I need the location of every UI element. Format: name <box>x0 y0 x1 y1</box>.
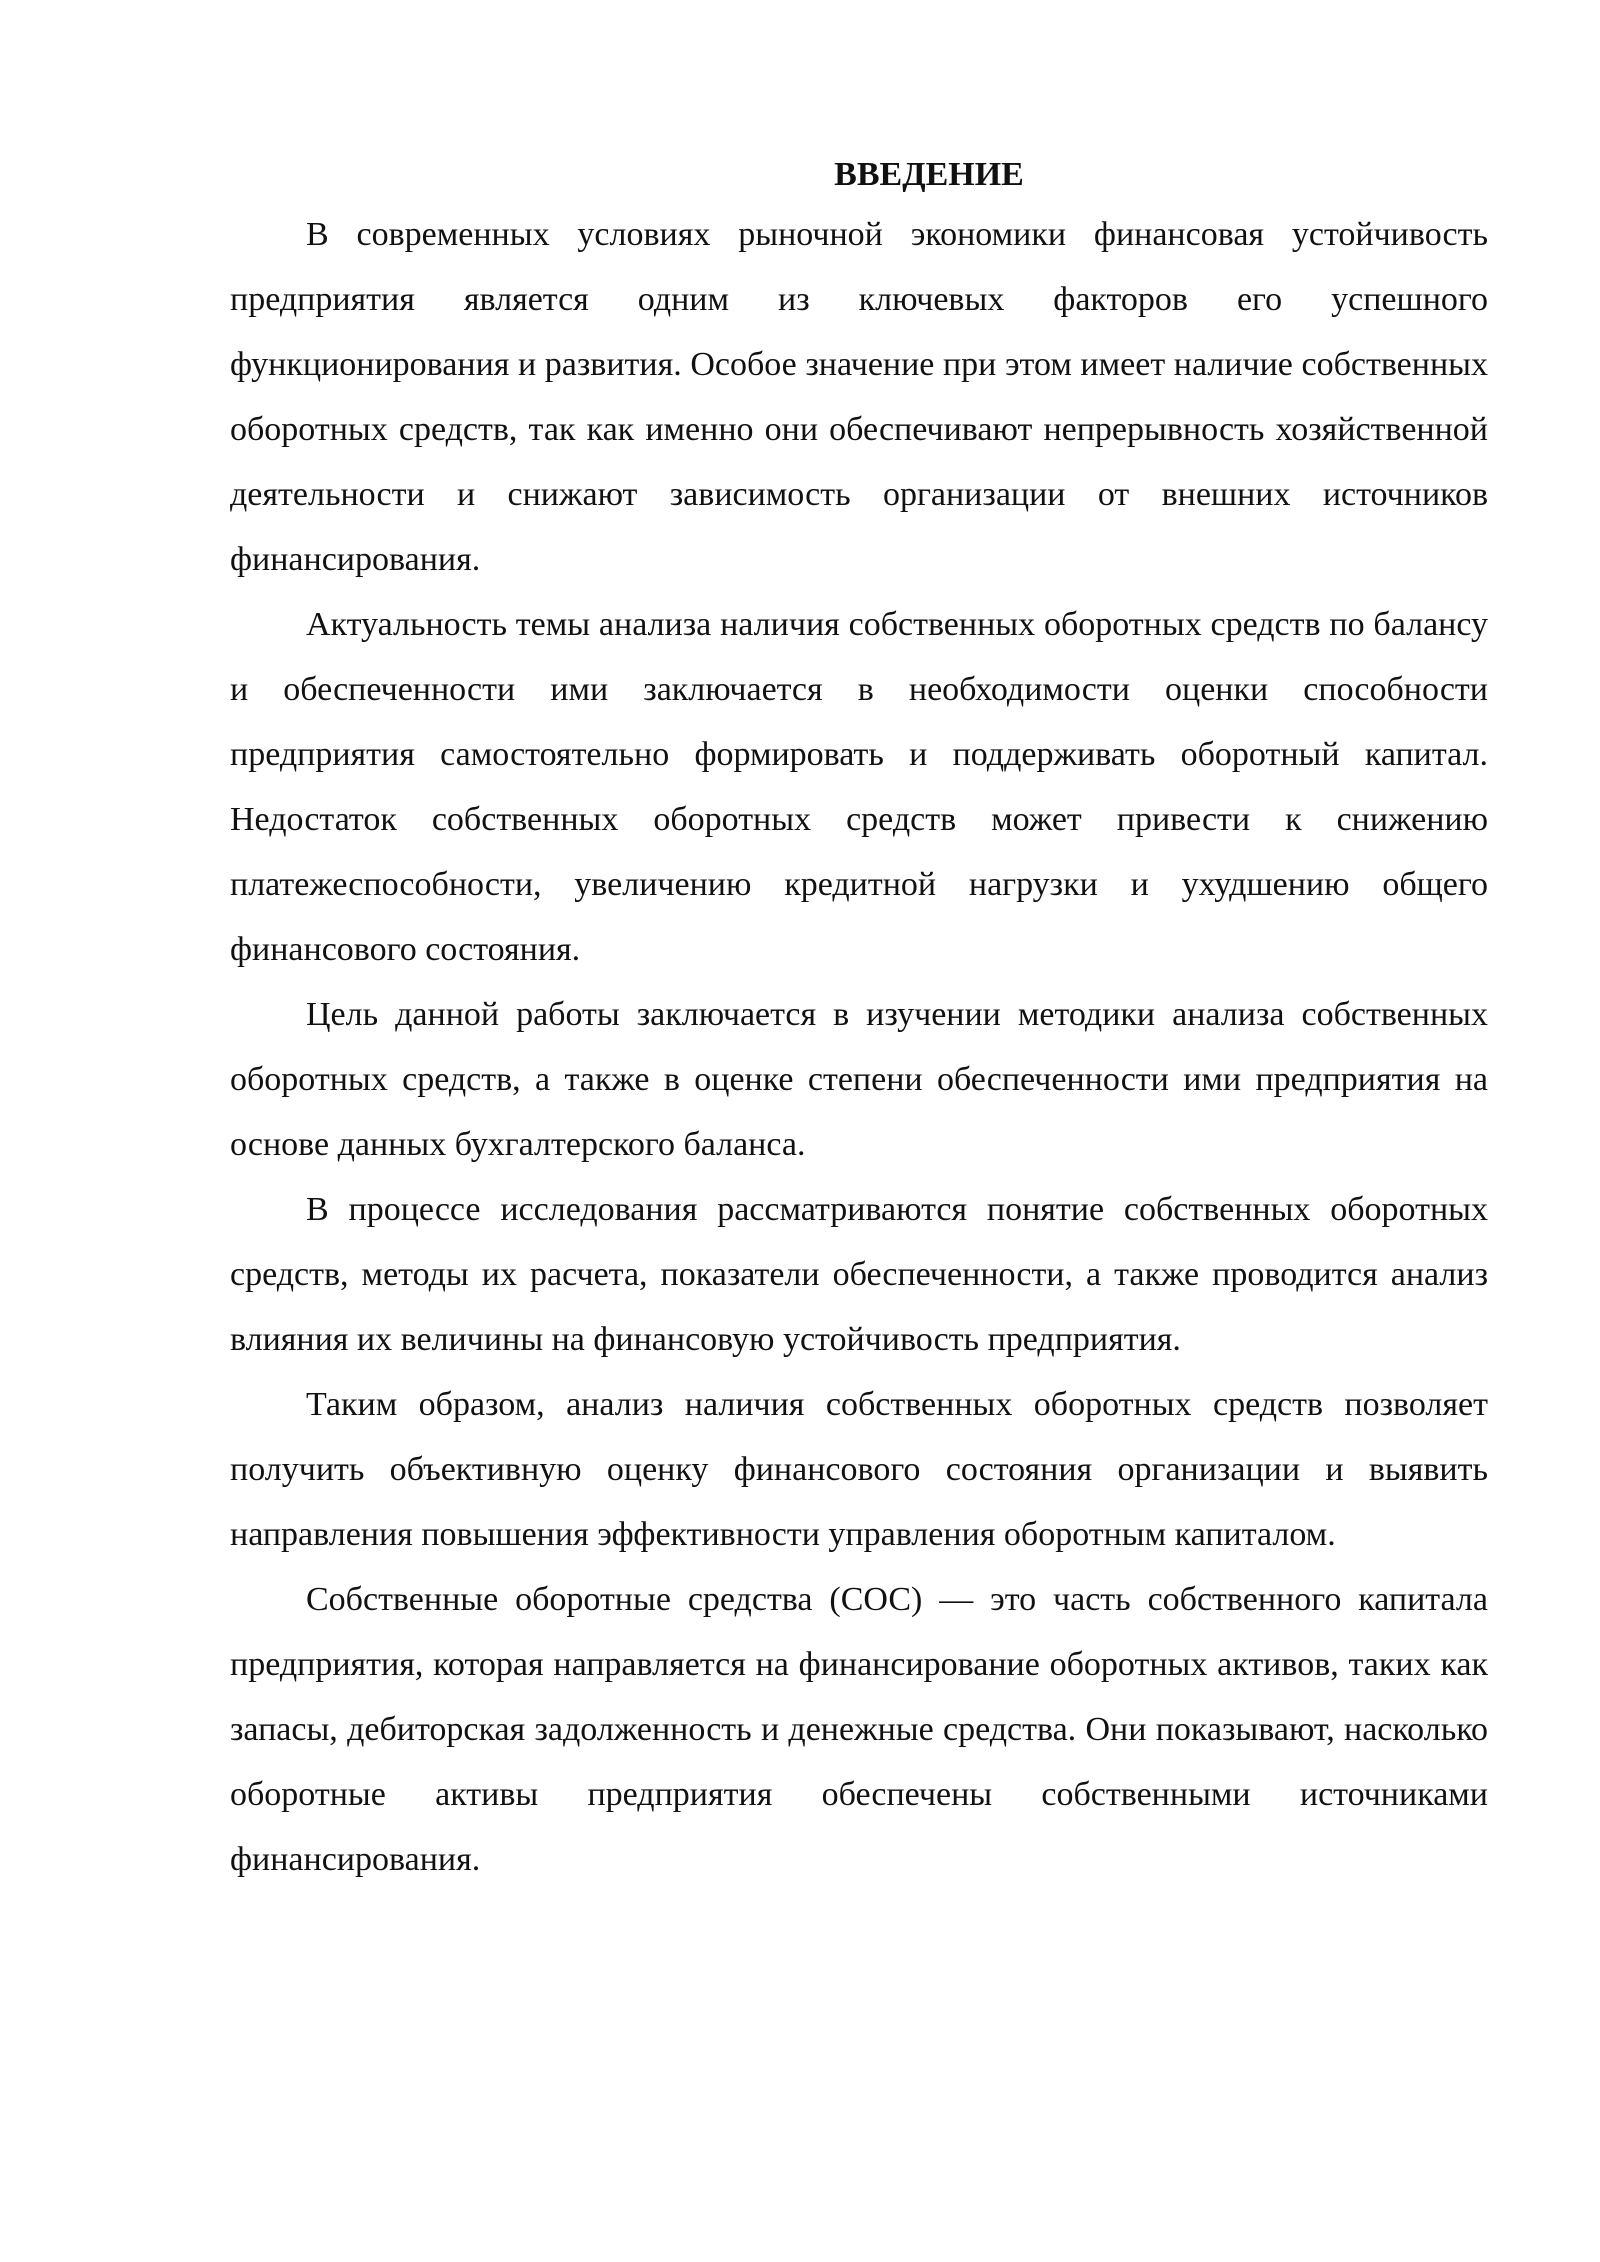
paragraph-2: Актуальность темы анализа наличия собственных оборотных средств по балансу и обеспеченности ими заключается в необходимости оценки способности предприятия самостоятельно формировать и поддерживать оборотный капитал. Недостаток собственных оборотных средств может привести к снижению платежеспособности, увеличению кредитной нагрузки и ухудшению общего финансового состояния. <box>230 606 1488 968</box>
paragraph-6: Собственные оборотные средства (СОС) — это часть собственного капитала предприятия, которая направляется на финансирование оборотных активов, таких как запасы, дебиторская задолженность и денежные средства. Они показывают, насколько оборотные активы предприятия обеспечены собственными источниками финансирования. <box>230 1581 1488 1878</box>
paragraph-4: В процессе исследования рассматриваются понятие собственных оборотных средств, методы их расчета, показатели обеспеченности, а также проводится анализ влияния их величины на финансовую устойчивость предприятия. <box>230 1191 1488 1358</box>
page-title: ВВЕДЕНИЕ <box>834 156 1024 193</box>
paragraph-5: Таким образом, анализ наличия собственных оборотных средств позволяет получить объективную оценку финансового состояния организации и выявить направления повышения эффективности управления оборотным капиталом. <box>230 1386 1488 1553</box>
paragraph-3: Цель данной работы заключается в изучении методики анализа собственных оборотных средств, а также в оценке степени обеспеченности ими предприятия на основе данных бухгалтерского баланса. <box>230 996 1488 1163</box>
paragraph-1: В современных условиях рыночной экономики финансовая устойчивость предприятия является одним из ключевых факторов его успешного функционирования и развития. Особое значение при этом имеет наличие собственных оборотных средств, так как именно они обеспечивают непрерывность хозяйственной деятельности и снижают зависимость организации от внешних источников финансирования. <box>230 216 1488 578</box>
document-page <box>230 148 1488 1892</box>
